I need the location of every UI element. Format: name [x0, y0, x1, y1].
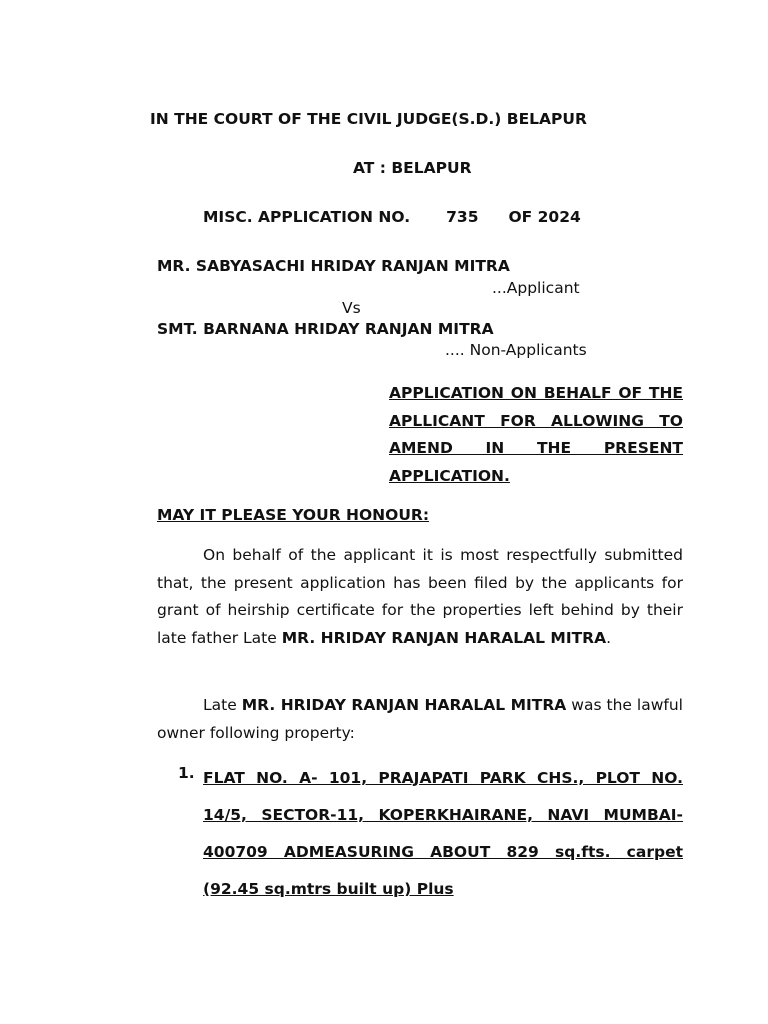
- application-subject: APPLICATION ON BEHALF OF THE APLLICANT FOR ALLOWING TO AMEND IN THE PRESENT APPLICATION.: [389, 384, 683, 485]
- paragraph-1: [157, 542, 683, 652]
- paragraph-1-name: MR. HRIDAY RANJAN HARALAL MITRA: [281, 628, 607, 647]
- misc-application-year: OF 2024: [508, 208, 581, 226]
- paragraph-2-start: Late: [203, 696, 237, 714]
- paragraph-2: [157, 692, 683, 747]
- misc-application-number: 735: [446, 208, 479, 226]
- paragraph-2-name: MR. HRIDAY RANJAN HARALAL MITRA: [241, 696, 567, 714]
- court-heading: IN THE COURT OF THE CIVIL JUDGE(S.D.) BELAPUR: [150, 110, 587, 128]
- misc-application-line: [203, 207, 581, 227]
- paragraph-1-text: On behalf of the applicant it is most respectfully submitted that, the present application has been filed by the applicants for grant of heirship certificate for the properties left behind by their late father Late: [157, 546, 683, 647]
- misc-application-label: MISC. APPLICATION NO.: [203, 208, 411, 226]
- versus-label: Vs: [342, 299, 361, 317]
- paragraph-2-end: was the lawful owner following property:: [157, 696, 683, 742]
- list-item-number: 1.: [178, 764, 195, 782]
- list-item-property: FLAT NO. A- 101, PRAJAPATI PARK CHS., PLOT NO. 14/5, SECTOR-11, KOPERKHAIRANE, NAVI MUMBAI- 400709 ADMEASURING ABOUT 829 sq.fts. carpet (92.45 sq.mtrs built up) Plus: [203, 769, 683, 898]
- applicant-role: ...Applicant: [492, 279, 580, 297]
- non-applicant-name: SMT. BARNANA HRIDAY RANJAN MITRA: [157, 320, 494, 338]
- court-location: AT : BELAPUR: [353, 159, 472, 177]
- applicant-name: MR. SABYASACHI HRIDAY RANJAN MITRA: [157, 257, 510, 275]
- paragraph-1-end: .: [606, 628, 612, 647]
- salutation: MAY IT PLEASE YOUR HONOUR:: [157, 506, 430, 524]
- non-applicant-role: .... Non-Applicants: [445, 341, 587, 359]
